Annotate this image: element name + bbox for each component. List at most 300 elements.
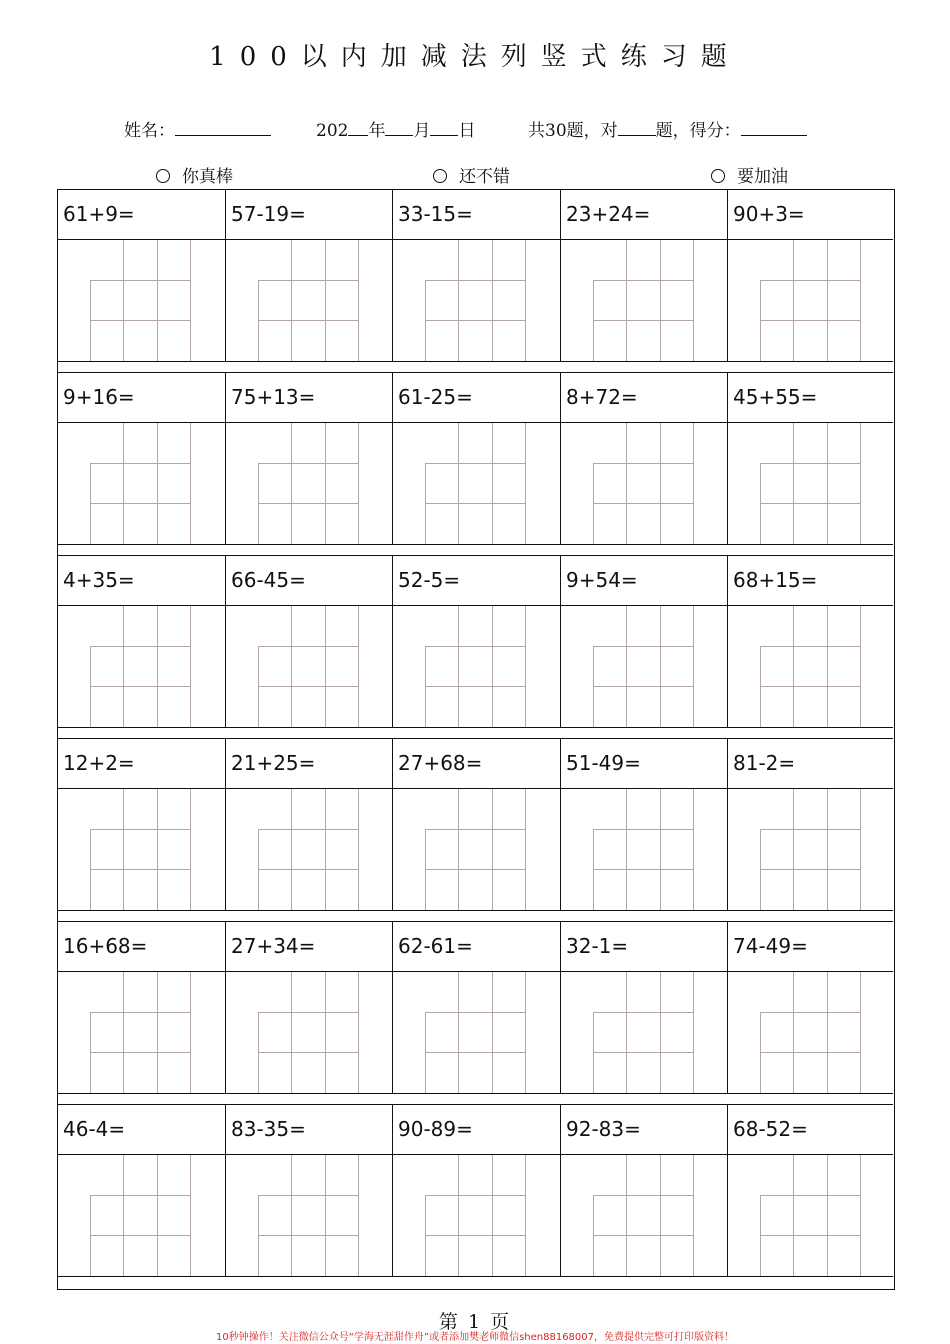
problem-cell xyxy=(561,373,728,544)
problem-text: 75+13= xyxy=(231,385,316,409)
grid-line xyxy=(291,972,292,1093)
problem-cell xyxy=(728,739,893,910)
grid-line xyxy=(190,972,191,1093)
promo-footer: 10秒钟操作！关注微信公众号“学海无涯甜作舟”或者添加樊老师微信shen88168007，免费提供完整可打印版资料！ xyxy=(215,1332,735,1343)
row-separator xyxy=(58,361,893,373)
grid-line xyxy=(325,789,326,910)
grid-line xyxy=(458,972,459,1093)
grid-line xyxy=(90,646,191,647)
grid-line xyxy=(291,606,292,727)
grid-line xyxy=(827,423,828,544)
grid-line xyxy=(425,1235,526,1236)
grid-line xyxy=(258,503,359,504)
grid-line xyxy=(593,280,694,281)
problem-header xyxy=(226,739,392,789)
grid-line xyxy=(258,1195,359,1196)
vertical-calc-boxes[interactable] xyxy=(593,240,694,361)
grid-line xyxy=(660,606,661,727)
grid-line xyxy=(258,869,359,870)
grid-line xyxy=(258,686,359,687)
problem-cell xyxy=(226,1105,393,1276)
grid-line xyxy=(760,320,861,321)
page-number: 第 1 页 xyxy=(438,1311,512,1333)
grid-line xyxy=(760,503,861,504)
grid-line xyxy=(90,869,191,870)
total-label: 共30题，对 xyxy=(528,121,618,141)
problem-cell xyxy=(58,739,226,910)
exercise-grid xyxy=(57,189,895,1290)
grid-line xyxy=(593,1052,694,1053)
grid-line xyxy=(525,240,526,361)
vertical-calc-boxes[interactable] xyxy=(90,1155,191,1276)
vertical-calc-boxes[interactable] xyxy=(760,789,861,910)
grid-line xyxy=(90,1012,191,1013)
grid-line xyxy=(258,463,359,464)
circle-icon xyxy=(433,169,447,183)
grid-line xyxy=(157,1155,158,1276)
grid-line xyxy=(827,789,828,910)
problem-header xyxy=(58,1105,225,1155)
problem-text: 68-52= xyxy=(733,1117,808,1141)
grid-line xyxy=(827,1155,828,1276)
problem-text: 62-61= xyxy=(398,934,473,958)
grid-line xyxy=(793,972,794,1093)
grid-line xyxy=(827,972,828,1093)
grid-line xyxy=(760,463,861,464)
grid-line xyxy=(358,240,359,361)
problem-cell xyxy=(226,373,393,544)
problem-cell xyxy=(58,556,226,727)
grid-line xyxy=(325,240,326,361)
grid-line xyxy=(157,789,158,910)
vertical-calc-boxes[interactable] xyxy=(425,240,526,361)
problem-text: 90-89= xyxy=(398,1117,473,1141)
grid-line xyxy=(525,789,526,910)
problem-header xyxy=(58,922,225,972)
day-blank[interactable] xyxy=(430,117,458,136)
grid-line xyxy=(90,1195,191,1196)
problem-text: 57-19= xyxy=(231,202,306,226)
name-field xyxy=(124,116,271,141)
row-separator xyxy=(58,727,893,739)
problem-row xyxy=(58,556,893,727)
grid-line xyxy=(425,1052,526,1053)
grid-line xyxy=(693,606,694,727)
grid-line xyxy=(760,1235,861,1236)
problem-text: 21+25= xyxy=(231,751,316,775)
problem-header xyxy=(58,373,225,423)
grid-line xyxy=(190,423,191,544)
vertical-calc-boxes[interactable] xyxy=(258,606,359,727)
grid-line xyxy=(793,1155,794,1276)
grid-line xyxy=(760,829,861,830)
grid-line xyxy=(525,1155,526,1276)
grid-line xyxy=(425,646,526,647)
date-field xyxy=(316,116,475,141)
problem-header xyxy=(393,373,560,423)
vertical-calc-boxes[interactable] xyxy=(258,1155,359,1276)
name-blank[interactable] xyxy=(175,117,271,136)
problem-text: 16+68= xyxy=(63,934,148,958)
month-blank[interactable] xyxy=(385,117,413,136)
grid-line xyxy=(860,789,861,910)
vertical-calc-boxes[interactable] xyxy=(90,606,191,727)
problem-cell xyxy=(728,922,893,1093)
grid-line xyxy=(793,789,794,910)
problem-cell xyxy=(393,373,561,544)
grid-line xyxy=(458,606,459,727)
grid-line xyxy=(860,423,861,544)
grid-line xyxy=(458,240,459,361)
grid-line xyxy=(760,280,861,281)
problem-text: 33-15= xyxy=(398,202,473,226)
grid-line xyxy=(325,423,326,544)
problem-header xyxy=(393,739,560,789)
problem-text: 9+54= xyxy=(566,568,638,592)
problem-text: 45+55= xyxy=(733,385,818,409)
grid-line xyxy=(860,240,861,361)
row-separator xyxy=(58,544,893,556)
problem-header xyxy=(728,556,893,606)
rating-option[interactable] xyxy=(711,162,788,187)
grid-line xyxy=(827,606,828,727)
grid-line xyxy=(157,240,158,361)
problem-cell xyxy=(58,922,226,1093)
grid-line xyxy=(492,606,493,727)
problem-text: 32-1= xyxy=(566,934,629,958)
grid-line xyxy=(626,240,627,361)
grid-line xyxy=(90,463,191,464)
grid-line xyxy=(325,972,326,1093)
problem-cell xyxy=(393,556,561,727)
grid-line xyxy=(827,240,828,361)
grid-line xyxy=(258,320,359,321)
rating-option[interactable] xyxy=(433,162,510,187)
grid-line xyxy=(425,463,526,464)
grid-line xyxy=(860,606,861,727)
problem-header xyxy=(561,1105,727,1155)
grid-line xyxy=(291,1155,292,1276)
grid-line xyxy=(90,503,191,504)
grid-line xyxy=(258,1052,359,1053)
grid-line xyxy=(626,789,627,910)
rating-label: 你真棒 xyxy=(182,167,233,187)
grid-line xyxy=(190,789,191,910)
grid-line xyxy=(291,240,292,361)
problem-text: 51-49= xyxy=(566,751,641,775)
problem-cell xyxy=(561,190,728,361)
problem-text: 27+34= xyxy=(231,934,316,958)
year-label: 年 xyxy=(368,121,386,141)
grid-line xyxy=(593,829,694,830)
problem-cell xyxy=(728,373,893,544)
vertical-calc-boxes[interactable] xyxy=(593,1155,694,1276)
score-blank[interactable] xyxy=(741,117,807,136)
problem-row xyxy=(58,1105,893,1276)
vertical-calc-boxes[interactable] xyxy=(258,240,359,361)
grid-line xyxy=(593,1012,694,1013)
grid-line xyxy=(425,503,526,504)
problem-cell xyxy=(58,190,226,361)
problem-cell xyxy=(561,739,728,910)
grid-line xyxy=(693,423,694,544)
problem-cell xyxy=(728,1105,893,1276)
problem-cell xyxy=(226,922,393,1093)
grid-line xyxy=(760,1052,861,1053)
problem-cell xyxy=(728,190,893,361)
grid-line xyxy=(425,320,526,321)
grid-line xyxy=(157,423,158,544)
problem-text: 8+72= xyxy=(566,385,638,409)
grid-line xyxy=(626,972,627,1093)
grid-line xyxy=(157,606,158,727)
grid-line xyxy=(325,606,326,727)
grid-line xyxy=(626,1155,627,1276)
problem-text: 4+35= xyxy=(63,568,135,592)
problem-header xyxy=(561,739,727,789)
problem-header xyxy=(728,922,893,972)
grid-line xyxy=(492,423,493,544)
grid-line xyxy=(358,606,359,727)
score-field xyxy=(528,116,807,141)
grid-line xyxy=(425,829,526,830)
problem-header xyxy=(728,739,893,789)
problem-text: 27+68= xyxy=(398,751,483,775)
grid-line xyxy=(458,1155,459,1276)
grid-line xyxy=(425,686,526,687)
grid-line xyxy=(358,423,359,544)
problem-cell xyxy=(58,373,226,544)
problem-text: 12+2= xyxy=(63,751,135,775)
problem-text: 81-2= xyxy=(733,751,796,775)
vertical-calc-boxes[interactable] xyxy=(760,606,861,727)
grid-line xyxy=(425,1012,526,1013)
problem-header xyxy=(226,922,392,972)
grid-line xyxy=(190,606,191,727)
grid-line xyxy=(358,789,359,910)
problem-text: 52-5= xyxy=(398,568,461,592)
vertical-calc-boxes[interactable] xyxy=(593,423,694,544)
grid-line xyxy=(492,972,493,1093)
correct-suffix: 题，得分： xyxy=(655,121,741,141)
grid-line xyxy=(425,1195,526,1196)
vertical-calc-boxes[interactable] xyxy=(760,1155,861,1276)
rating-label: 还不错 xyxy=(459,167,510,187)
grid-line xyxy=(90,320,191,321)
grid-line xyxy=(123,423,124,544)
vertical-calc-boxes[interactable] xyxy=(258,972,359,1093)
vertical-calc-boxes[interactable] xyxy=(90,423,191,544)
vertical-calc-boxes[interactable] xyxy=(593,606,694,727)
problem-header xyxy=(728,190,893,240)
grid-line xyxy=(660,789,661,910)
grid-line xyxy=(693,972,694,1093)
problem-cell xyxy=(226,739,393,910)
problem-header xyxy=(728,373,893,423)
grid-line xyxy=(258,1235,359,1236)
vertical-calc-boxes[interactable] xyxy=(760,240,861,361)
grid-line xyxy=(593,869,694,870)
problem-header xyxy=(561,922,727,972)
grid-line xyxy=(123,972,124,1093)
grid-line xyxy=(693,240,694,361)
vertical-calc-boxes[interactable] xyxy=(258,789,359,910)
vertical-calc-boxes[interactable] xyxy=(425,789,526,910)
vertical-calc-boxes[interactable] xyxy=(425,972,526,1093)
grid-line xyxy=(123,606,124,727)
grid-line xyxy=(291,423,292,544)
grid-line xyxy=(258,280,359,281)
grid-line xyxy=(626,606,627,727)
grid-line xyxy=(291,789,292,910)
vertical-calc-boxes[interactable] xyxy=(90,789,191,910)
correct-blank[interactable] xyxy=(618,117,656,136)
problem-row xyxy=(58,373,893,544)
problem-cell xyxy=(561,556,728,727)
grid-line xyxy=(458,423,459,544)
problem-text: 74-49= xyxy=(733,934,808,958)
grid-line xyxy=(593,503,694,504)
grid-line xyxy=(593,320,694,321)
problem-cell xyxy=(226,556,393,727)
problem-header xyxy=(58,556,225,606)
name-label: 姓名： xyxy=(124,121,175,141)
grid-line xyxy=(693,789,694,910)
problem-text: 46-4= xyxy=(63,1117,126,1141)
problem-cell xyxy=(393,922,561,1093)
problem-cell xyxy=(58,1105,226,1276)
grid-line xyxy=(525,606,526,727)
problem-text: 83-35= xyxy=(231,1117,306,1141)
grid-line xyxy=(358,972,359,1093)
grid-line xyxy=(693,1155,694,1276)
problem-cell xyxy=(393,739,561,910)
grid-line xyxy=(860,1155,861,1276)
vertical-calc-boxes[interactable] xyxy=(593,972,694,1093)
grid-line xyxy=(90,280,191,281)
grid-line xyxy=(525,972,526,1093)
row-separator xyxy=(58,910,893,922)
grid-line xyxy=(626,423,627,544)
problem-header xyxy=(561,190,727,240)
problem-header xyxy=(393,1105,560,1155)
problem-text: 23+24= xyxy=(566,202,651,226)
problem-text: 90+3= xyxy=(733,202,805,226)
circle-icon xyxy=(156,169,170,183)
grid-line xyxy=(760,1012,861,1013)
problem-header xyxy=(226,1105,392,1155)
grid-line xyxy=(793,423,794,544)
row-separator xyxy=(58,1276,893,1288)
problem-cell xyxy=(393,1105,561,1276)
problem-header xyxy=(393,556,560,606)
problem-header xyxy=(226,556,392,606)
vertical-calc-boxes[interactable] xyxy=(593,789,694,910)
grid-line xyxy=(358,1155,359,1276)
problem-text: 68+15= xyxy=(733,568,818,592)
grid-line xyxy=(593,1235,694,1236)
grid-line xyxy=(492,789,493,910)
problem-text: 92-83= xyxy=(566,1117,641,1141)
circle-icon xyxy=(711,169,725,183)
grid-line xyxy=(793,240,794,361)
grid-line xyxy=(258,829,359,830)
vertical-calc-boxes[interactable] xyxy=(425,423,526,544)
grid-line xyxy=(760,686,861,687)
vertical-calc-boxes[interactable] xyxy=(425,606,526,727)
grid-line xyxy=(425,280,526,281)
month-label: 月 xyxy=(413,121,431,141)
problem-cell xyxy=(226,190,393,361)
grid-line xyxy=(258,1012,359,1013)
problem-row xyxy=(58,190,893,361)
grid-line xyxy=(90,686,191,687)
rating-option[interactable] xyxy=(156,162,233,187)
grid-line xyxy=(123,240,124,361)
grid-line xyxy=(90,829,191,830)
problem-header xyxy=(58,190,225,240)
grid-line xyxy=(325,1155,326,1276)
grid-line xyxy=(660,1155,661,1276)
vertical-calc-boxes[interactable] xyxy=(760,423,861,544)
grid-line xyxy=(660,972,661,1093)
problem-header xyxy=(728,1105,893,1155)
grid-line xyxy=(760,646,861,647)
problem-header xyxy=(226,190,392,240)
problem-header xyxy=(561,373,727,423)
vertical-calc-boxes[interactable] xyxy=(90,972,191,1093)
grid-line xyxy=(593,1195,694,1196)
vertical-calc-boxes[interactable] xyxy=(258,423,359,544)
grid-line xyxy=(90,1052,191,1053)
grid-line xyxy=(190,240,191,361)
problem-cell xyxy=(561,1105,728,1276)
grid-line xyxy=(123,789,124,910)
grid-line xyxy=(492,240,493,361)
problem-header xyxy=(226,373,392,423)
problem-cell xyxy=(728,556,893,727)
row-separator xyxy=(58,1093,893,1105)
vertical-calc-boxes[interactable] xyxy=(90,240,191,361)
year-prefix: 202 xyxy=(316,121,349,141)
problem-text: 9+16= xyxy=(63,385,135,409)
grid-line xyxy=(123,1155,124,1276)
vertical-calc-boxes[interactable] xyxy=(425,1155,526,1276)
grid-line xyxy=(593,686,694,687)
problem-text: 61+9= xyxy=(63,202,135,226)
problem-header xyxy=(393,922,560,972)
grid-line xyxy=(190,1155,191,1276)
grid-line xyxy=(660,240,661,361)
problem-cell xyxy=(393,190,561,361)
problem-text: 61-25= xyxy=(398,385,473,409)
grid-line xyxy=(760,1195,861,1196)
problem-row xyxy=(58,922,893,1093)
grid-line xyxy=(90,1235,191,1236)
grid-line xyxy=(593,463,694,464)
grid-line xyxy=(860,972,861,1093)
rating-label: 要加油 xyxy=(737,167,788,187)
grid-line xyxy=(258,646,359,647)
grid-line xyxy=(793,606,794,727)
grid-line xyxy=(492,1155,493,1276)
problem-header xyxy=(393,190,560,240)
day-label: 日 xyxy=(458,121,476,141)
problem-text: 66-45= xyxy=(231,568,306,592)
page-title: 100以内加减法列竖式练习题 xyxy=(209,42,741,72)
year-blank[interactable] xyxy=(348,117,368,136)
vertical-calc-boxes[interactable] xyxy=(760,972,861,1093)
